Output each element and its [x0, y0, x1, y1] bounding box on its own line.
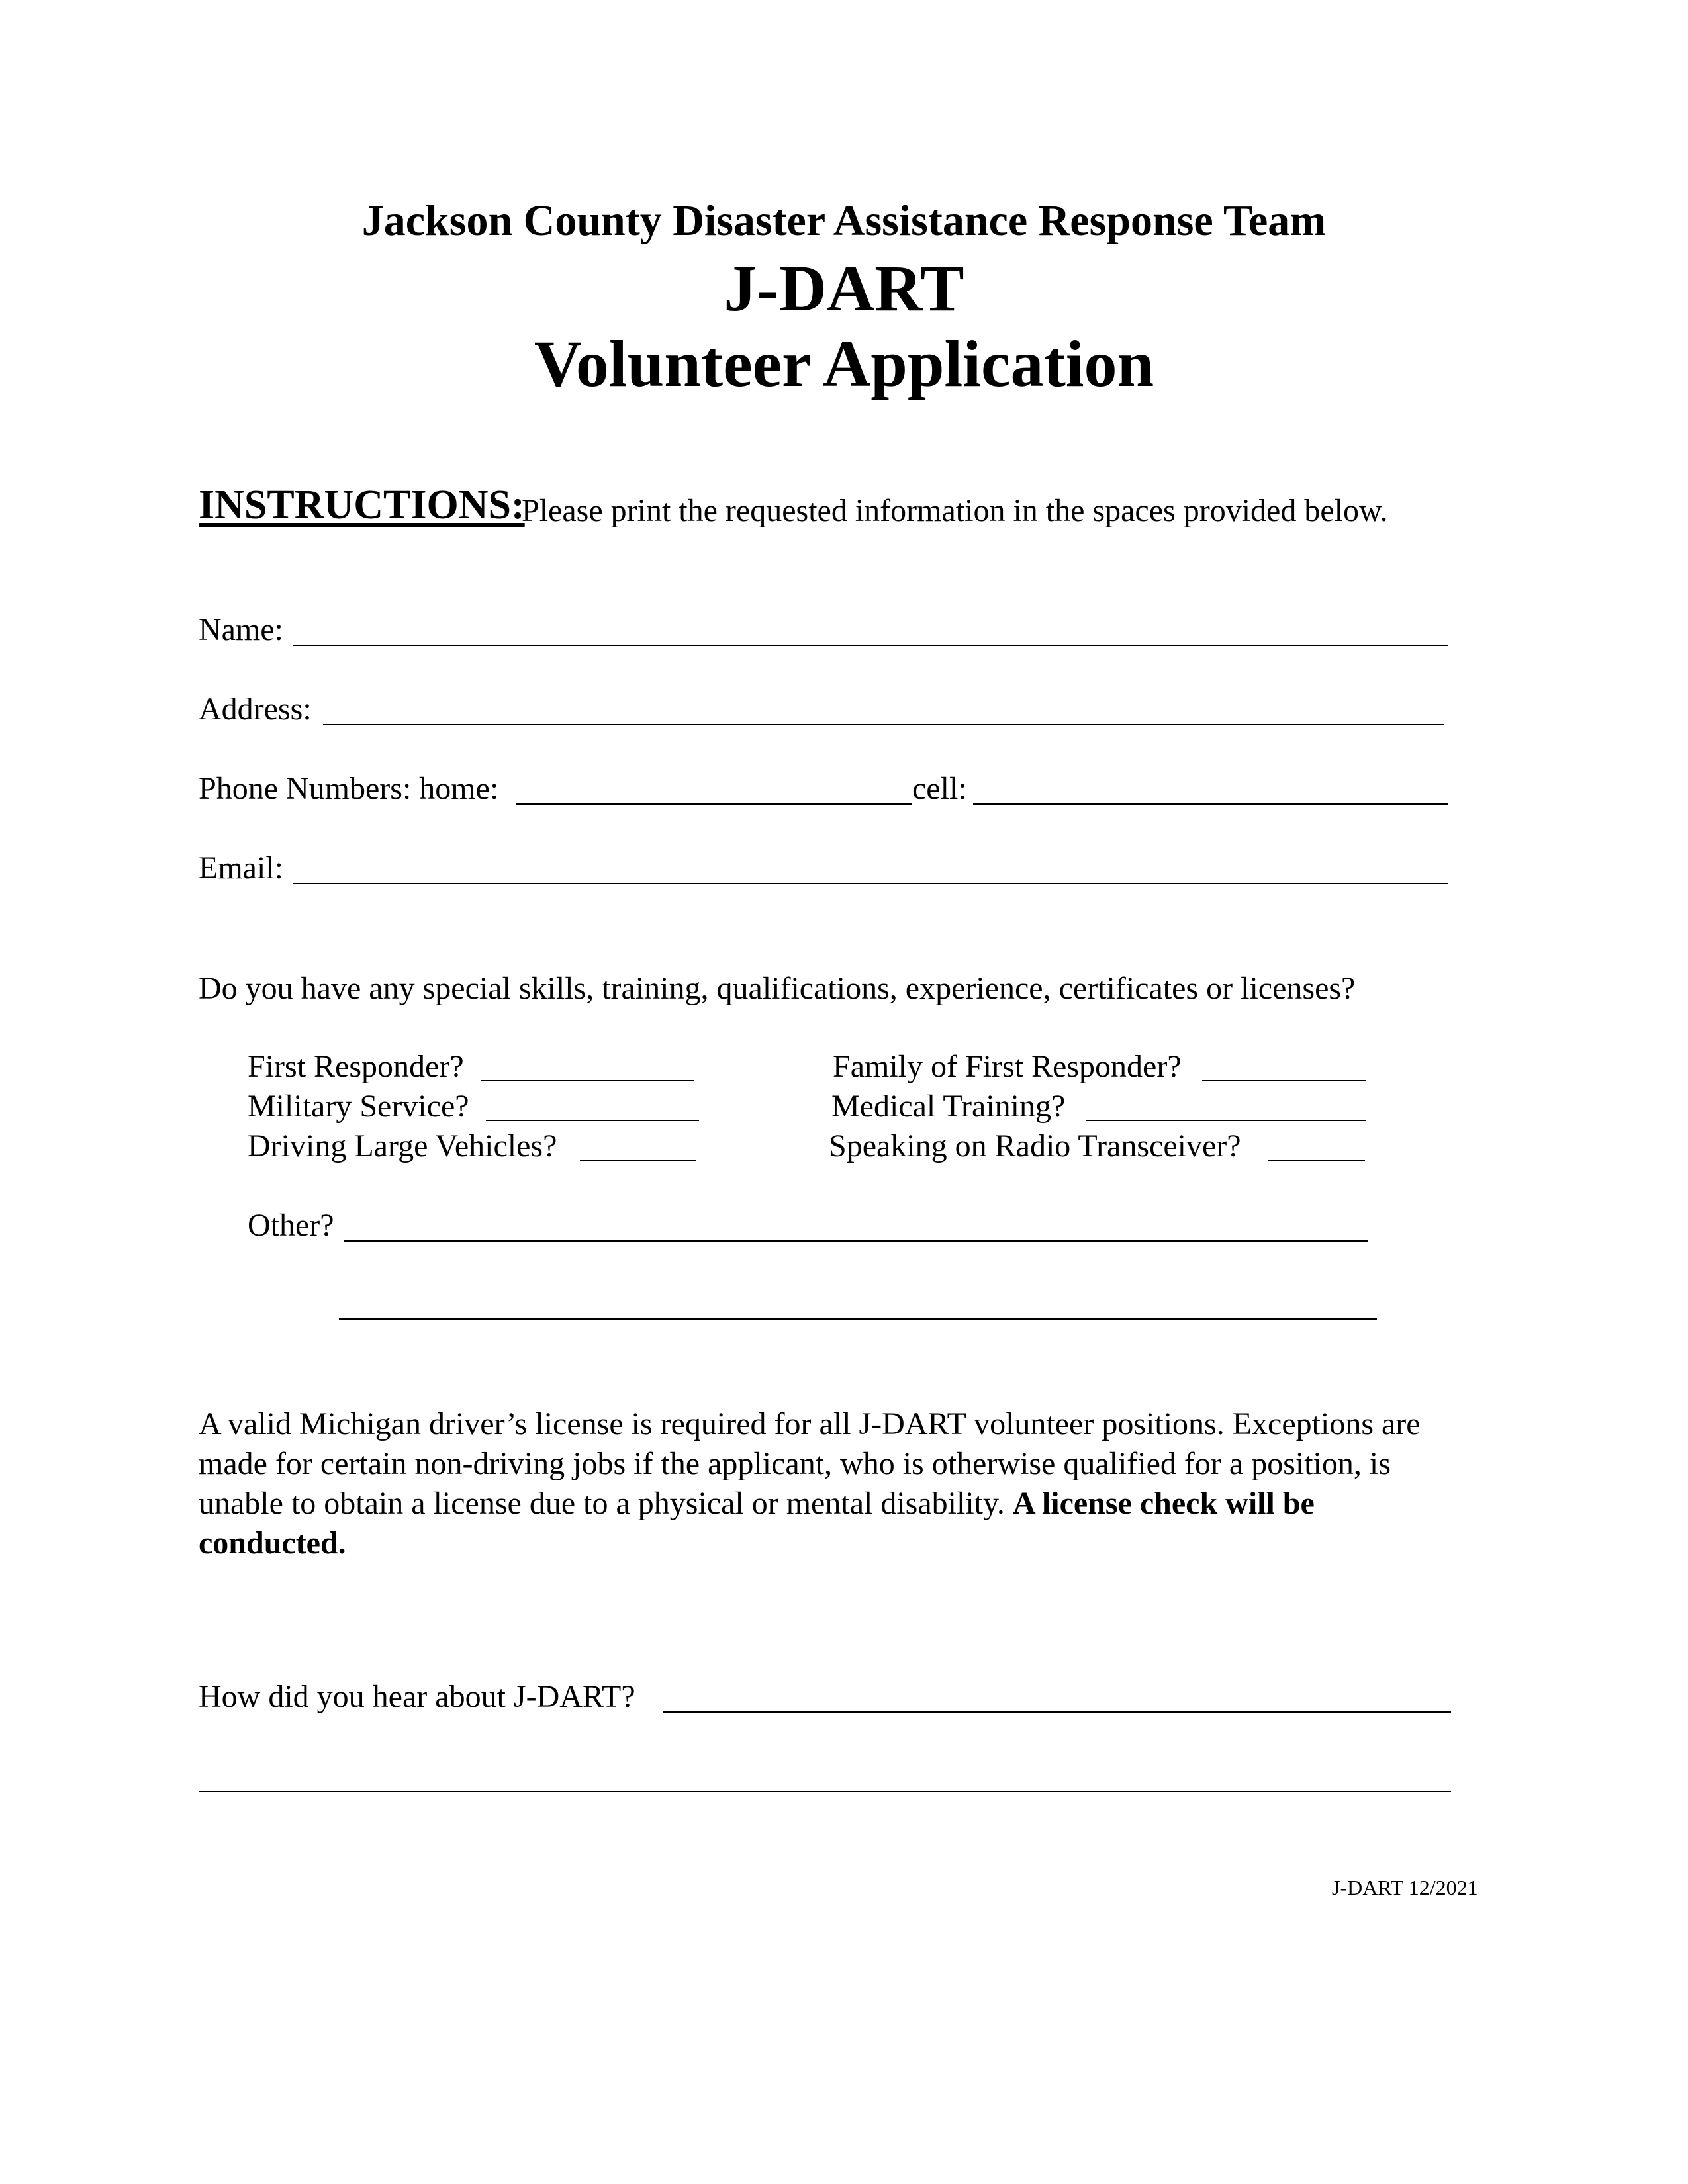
medical-training-field[interactable] [1086, 1120, 1366, 1121]
medical-training-label: Medical Training? [831, 1089, 1066, 1124]
address-field[interactable] [323, 724, 1444, 725]
driving-large-vehicles-label: Driving Large Vehicles? [248, 1128, 557, 1163]
phone-cell-field[interactable] [973, 803, 1448, 805]
license-notice-line: made for certain non-driving jobs if the applicant, who is otherwise qualified for a position, is [199, 1446, 1391, 1481]
skills-question: Do you have any special skills, training, qualifications, experience, certificates or licenses? [199, 971, 1356, 1006]
email-field[interactable] [293, 883, 1448, 884]
email-label: Email: [199, 850, 283, 886]
form-code: J-DART 12/2021 [1332, 1876, 1478, 1899]
phone-cell-label: cell: [912, 771, 967, 806]
referral-field[interactable] [663, 1711, 1451, 1713]
license-check-notice: A license check will be [1012, 1486, 1315, 1521]
phone-home-field[interactable] [516, 803, 912, 805]
acronym-title: J-DART [724, 251, 964, 325]
other-label: Other? [248, 1208, 334, 1243]
organization-name: Jackson County Disaster Assistance Response Team [361, 197, 1327, 245]
military-service-label: Military Service? [248, 1089, 469, 1124]
referral-question: How did you hear about J-DART? [199, 1679, 635, 1714]
radio-transceiver-field[interactable] [1268, 1160, 1365, 1161]
other-field[interactable] [344, 1240, 1368, 1242]
form-title: Volunteer Application [534, 327, 1154, 400]
address-label: Address: [199, 692, 312, 727]
referral-field-continued[interactable] [199, 1791, 1451, 1792]
driving-large-vehicles-field[interactable] [580, 1160, 696, 1161]
first-responder-field[interactable] [481, 1080, 694, 1081]
name-field[interactable] [293, 645, 1448, 646]
family-first-responder-field[interactable] [1202, 1080, 1366, 1081]
other-field-continued[interactable] [339, 1318, 1377, 1320]
instructions-text: Please print the requested information in the spaces provided below. [522, 493, 1388, 528]
license-notice-line: A valid Michigan driver’s license is required for all J-DART volunteer positions. Exceptions are [199, 1406, 1421, 1441]
radio-transceiver-label: Speaking on Radio Transceiver? [829, 1128, 1241, 1163]
license-check-notice-end: conducted. [199, 1525, 346, 1561]
phone-home-label: Phone Numbers: home: [199, 771, 499, 806]
name-label: Name: [199, 612, 283, 647]
license-notice [199, 1404, 1496, 1563]
instructions-label: INSTRUCTIONS: [199, 482, 525, 527]
military-service-field[interactable] [486, 1120, 699, 1121]
family-first-responder-label: Family of First Responder? [833, 1049, 1182, 1084]
license-notice-text: unable to obtain a license due to a physical or mental disability. [199, 1486, 1013, 1521]
first-responder-label: First Responder? [248, 1049, 464, 1084]
license-notice-line [199, 1484, 1496, 1524]
